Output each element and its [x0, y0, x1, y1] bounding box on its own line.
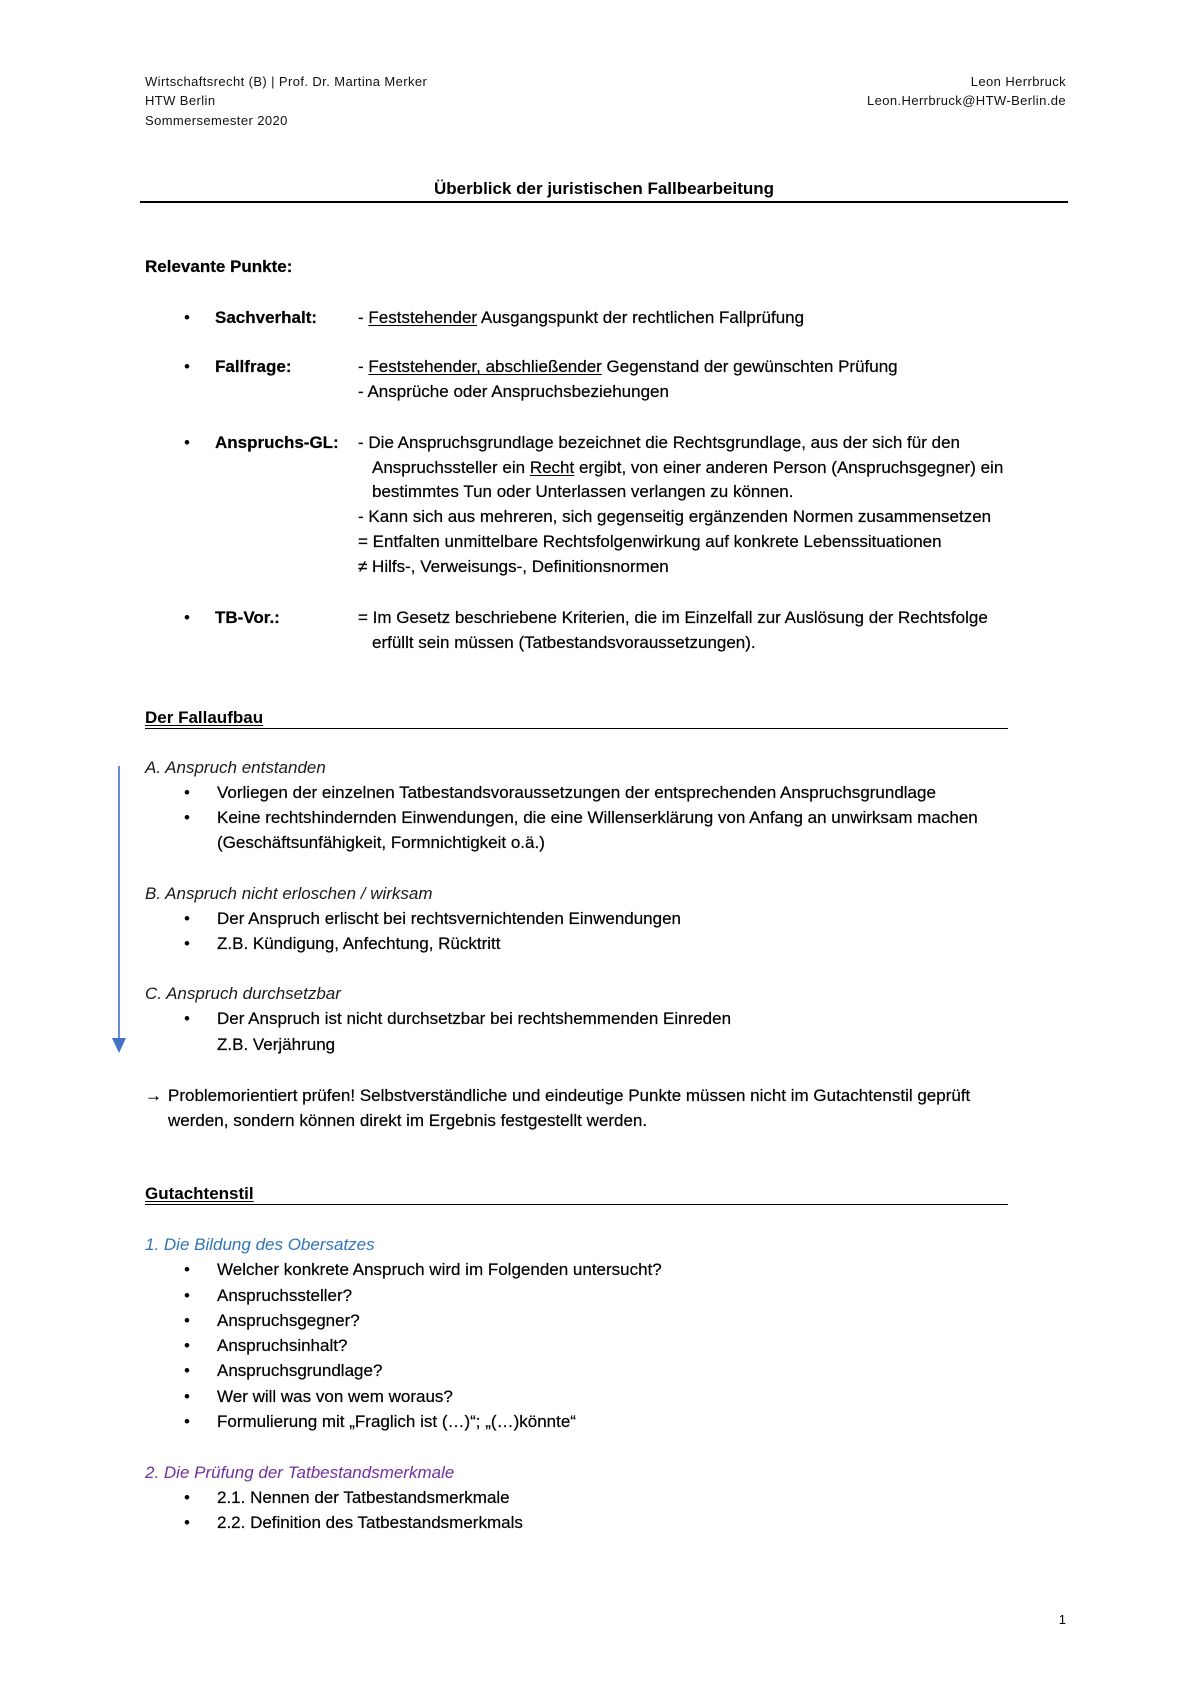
term-description: Anspruchssteller ein Recht ergibt, von einer anderen Person (Anspruchsgegner) ein — [372, 458, 1004, 477]
step-title-obersatz: 1. Die Bildung des Obersatzes — [145, 1235, 375, 1254]
bullet-icon: • — [184, 1336, 190, 1355]
header-author: Leon Herrbruck — [970, 74, 1066, 89]
term-description: ≠ Hilfs-, Verweisungs-, Definitionsnormen — [358, 557, 669, 576]
list-item: Anspruchssteller? — [217, 1286, 353, 1305]
section-heading-fallaufbau: Der Fallaufbau — [145, 708, 1008, 729]
term-label: Fallfrage: — [215, 357, 292, 376]
list-item-continuation: (Geschäftsunfähigkeit, Formnichtigkeit o.ä.) — [217, 833, 545, 852]
bullet-icon: • — [184, 808, 190, 827]
term-description: - Kann sich aus mehreren, sich gegenseitig ergänzenden Normen zusammensetzen — [358, 507, 992, 526]
list-item: Vorliegen der einzelnen Tatbestandsvoraussetzungen der entsprechenden Anspruchsgrundlage — [217, 783, 936, 802]
term-description: = Entfalten unmittelbare Rechtsfolgenwirkung auf konkrete Lebenssituationen — [358, 532, 942, 551]
term-label: TB-Vor.: — [215, 608, 280, 627]
term-description: - Ansprüche oder Anspruchsbeziehungen — [358, 382, 669, 401]
term-description: bestimmtes Tun oder Unterlassen verlangen zu können. — [372, 482, 794, 501]
list-item: 2.1. Nennen der Tatbestandsmerkmale — [217, 1488, 510, 1507]
bullet-icon: • — [184, 1260, 190, 1279]
list-item: Anspruchsgegner? — [217, 1311, 360, 1330]
bullet-icon: • — [184, 1387, 190, 1406]
right-arrow-icon: → — [145, 1086, 162, 1105]
list-item: Formulierung mit „Fraglich ist (…)“; „(…)könnte“ — [217, 1412, 576, 1431]
bullet-icon: • — [184, 357, 190, 376]
section-heading-gutachtenstil: Gutachtenstil — [145, 1184, 1008, 1205]
underlined-text: Recht — [529, 458, 575, 477]
bullet-icon: • — [184, 1513, 190, 1532]
header-course: Wirtschaftsrecht (B) | Prof. Dr. Martina Merker — [145, 74, 428, 89]
note-text: werden, sondern können direkt im Ergebnis festgestellt werden. — [168, 1111, 648, 1130]
list-item: Wer will was von wem woraus? — [217, 1387, 453, 1406]
term-label: Anspruchs-GL: — [215, 433, 339, 452]
list-item: Der Anspruch ist nicht durchsetzbar bei rechtshemmenden Einreden — [217, 1009, 732, 1028]
note-text: Problemorientiert prüfen! Selbstverständliche und eindeutige Punkte müssen nicht im Gutachtenstil geprüft — [168, 1086, 971, 1105]
term-label: Sachverhalt: — [215, 308, 318, 327]
page-title: Überblick der juristischen Fallbearbeitung — [433, 179, 775, 198]
page-number: 1 — [1058, 1612, 1066, 1627]
list-item: Keine rechtshindernden Einwendungen, die eine Willenserklärung von Anfang an unwirksam machen — [217, 808, 978, 827]
bullet-icon: • — [184, 433, 190, 452]
arrow-head — [112, 1038, 126, 1053]
bullet-icon: • — [184, 1286, 190, 1305]
list-item-continuation: Z.B. Verjährung — [217, 1035, 336, 1054]
bullet-icon: • — [184, 608, 190, 627]
relevant-heading: Relevante Punkte: — [145, 257, 293, 276]
bullet-icon: • — [184, 1311, 190, 1330]
bullet-icon: • — [184, 909, 190, 928]
term-description: - Feststehender, abschließender Gegenstand der gewünschten Prüfung — [358, 357, 898, 376]
bullet-icon: • — [184, 1488, 190, 1507]
bullet-icon: • — [184, 308, 190, 327]
header-semester: Sommersemester 2020 — [145, 113, 288, 128]
list-item: Welcher konkrete Anspruch wird im Folgenden untersucht? — [217, 1260, 662, 1279]
list-item: Anspruchsgrundlage? — [217, 1361, 383, 1380]
bullet-icon: • — [184, 1009, 190, 1028]
bullet-icon: • — [184, 783, 190, 802]
step-title-a: A. Anspruch entstanden — [145, 758, 326, 777]
step-title-b: B. Anspruch nicht erloschen / wirksam — [145, 884, 433, 903]
term-description: erfüllt sein müssen (Tatbestandsvoraussetzungen). — [372, 633, 756, 652]
list-item: Z.B. Kündigung, Anfechtung, Rücktritt — [217, 934, 501, 953]
list-item: Der Anspruch erlischt bei rechtsvernichtenden Einwendungen — [217, 909, 681, 928]
bullet-icon: • — [184, 934, 190, 953]
underlined-text: Feststehender — [368, 308, 478, 327]
list-item: 2.2. Definition des Tatbestandsmerkmals — [217, 1513, 523, 1532]
step-title-c: C. Anspruch durchsetzbar — [145, 984, 341, 1003]
term-description: = Im Gesetz beschriebene Kriterien, die im Einzelfall zur Auslösung der Rechtsfolge — [358, 608, 988, 627]
term-description: - Feststehender Ausgangspunkt der rechtlichen Fallprüfung — [358, 308, 805, 327]
bullet-icon: • — [184, 1361, 190, 1380]
term-description: - Die Anspruchsgrundlage bezeichnet die Rechtsgrundlage, aus der sich für den — [358, 433, 960, 452]
header-university: HTW Berlin — [145, 93, 216, 108]
step-title-tatbestand: 2. Die Prüfung der Tatbestandsmerkmale — [145, 1463, 455, 1482]
bullet-icon: • — [184, 1412, 190, 1431]
underlined-text: Feststehender, abschließender — [368, 357, 602, 376]
header-email: Leon.Herrbruck@HTW-Berlin.de — [867, 93, 1066, 108]
list-item: Anspruchsinhalt? — [217, 1336, 348, 1355]
